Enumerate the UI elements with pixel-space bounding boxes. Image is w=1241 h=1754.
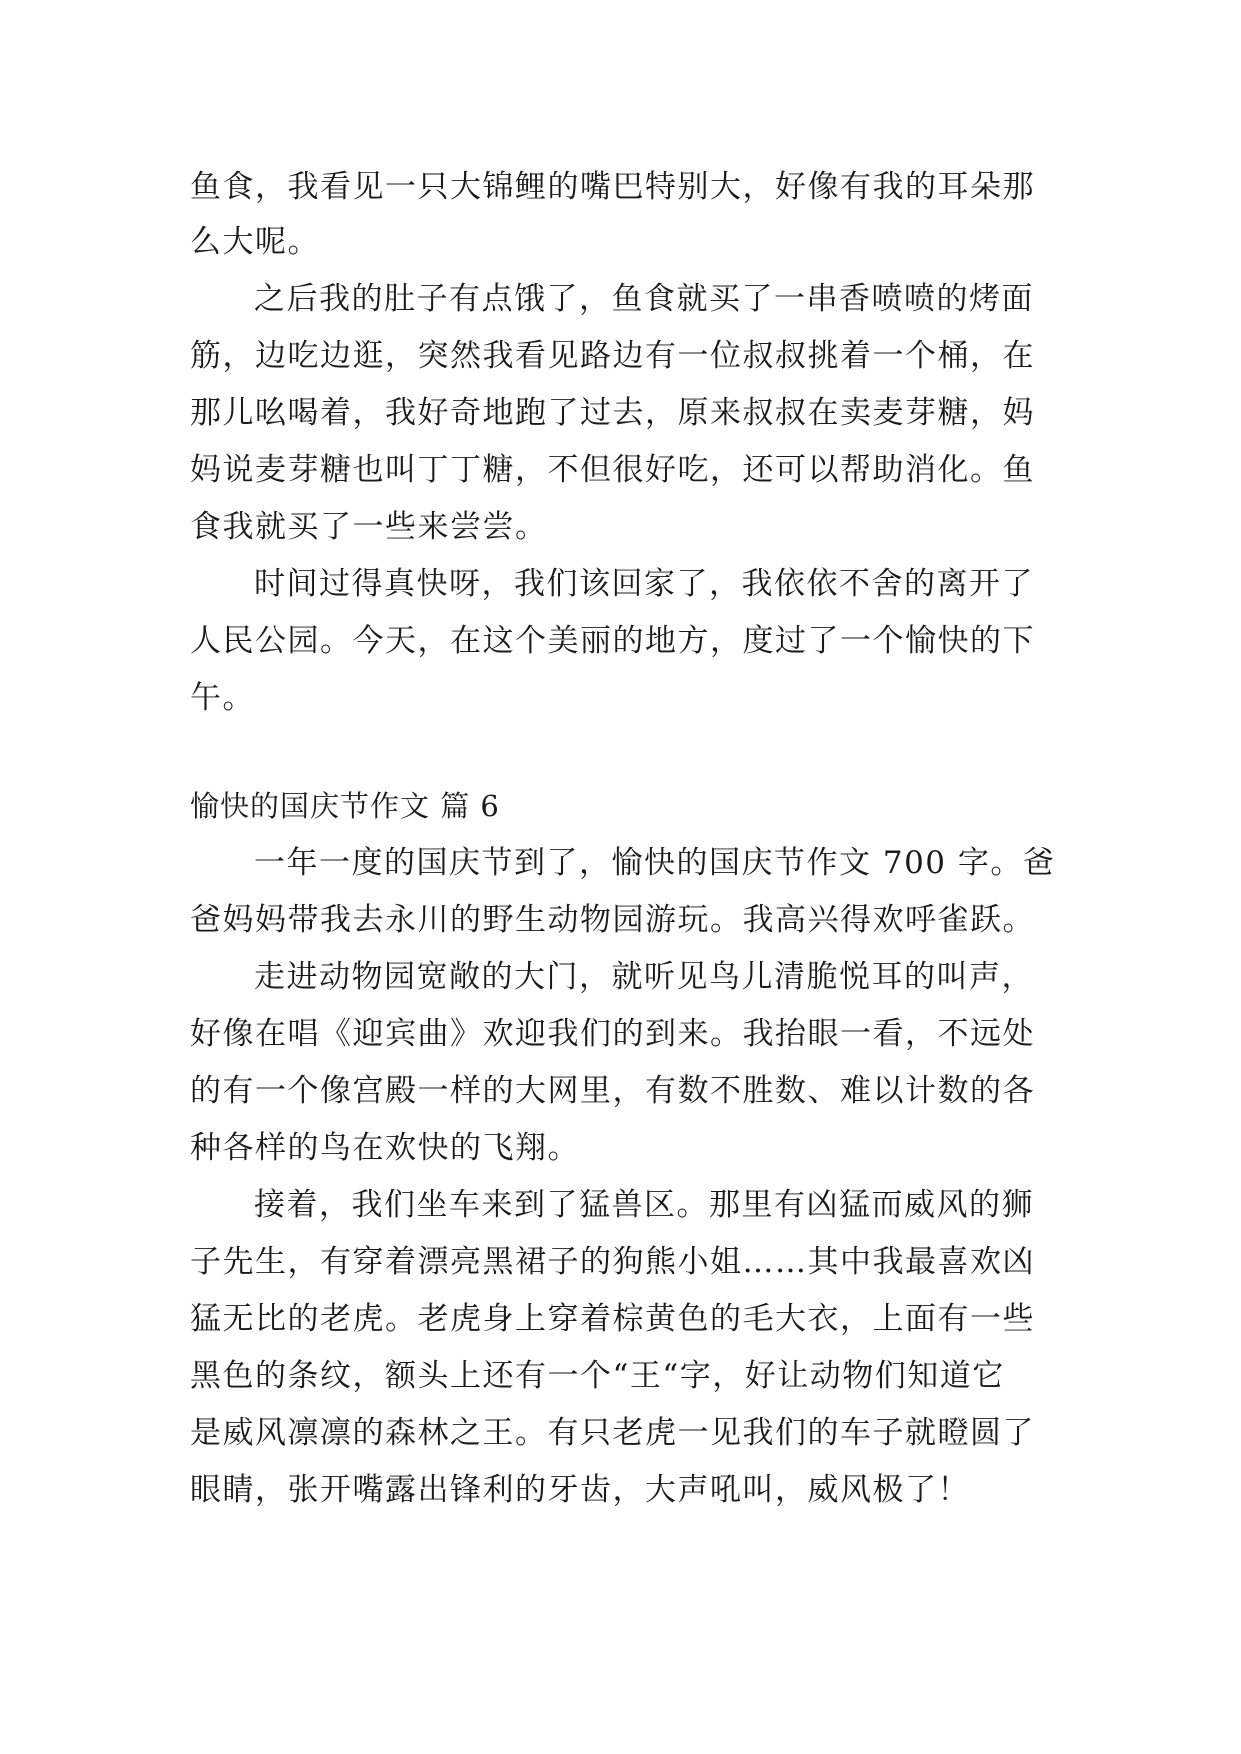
section-heading: 愉快的国庆节作文 篇 6	[190, 789, 500, 823]
text-line: 时间过得真快呀，我们该回家了，我依依不舍的离开了	[254, 566, 1034, 602]
text-line: 么大呢。	[190, 224, 320, 260]
text-line: 鱼食，我看见一只大锦鲤的嘴巴特别大，好像有我的耳朵那	[190, 169, 1035, 205]
text-line: 之后我的肚子有点饿了，鱼食就买了一串香喷喷的烤面	[254, 281, 1034, 317]
text-line: 那儿吆喝着，我好奇地跑了过去，原来叔叔在卖麦芽糖，妈	[190, 395, 1035, 431]
text-line: 午。	[190, 680, 255, 716]
text-line: 接着，我们坐车来到了猛兽区。那里有凶猛而威风的狮	[254, 1187, 1034, 1223]
text-line: 一年一度的国庆节到了，愉快的国庆节作文 700 字。爸	[254, 845, 1056, 881]
text-line: 眼睛，张开嘴露出锋利的牙齿，大声吼叫，威风极了！	[190, 1472, 970, 1508]
text-line: 走进动物园宽敞的大门，就听见鸟儿清脆悦耳的叫声，	[254, 959, 1034, 995]
text-line: 猛无比的老虎。老虎身上穿着棕黄色的毛大衣，上面有一些	[190, 1301, 1035, 1337]
text-line: 种各样的鸟在欢快的飞翔。	[190, 1130, 580, 1166]
text-line: 黑色的条纹，额头上还有一个“王“字，好让动物们知道它	[190, 1358, 1005, 1394]
text-line: 好像在唱《迎宾曲》欢迎我们的到来。我抬眼一看，不远处	[190, 1016, 1035, 1052]
text-line: 的有一个像宫殿一样的大网里，有数不胜数、难以计数的各	[190, 1073, 1035, 1109]
text-line: 是威风凛凛的森林之王。有只老虎一见我们的车子就瞪圆了	[190, 1415, 1035, 1451]
text-line: 人民公园。今天，在这个美丽的地方，度过了一个愉快的下	[190, 623, 1035, 659]
text-line: 食我就买了一些来尝尝。	[190, 509, 548, 545]
text-line: 子先生，有穿着漂亮黑裙子的狗熊小姐……其中我最喜欢凶	[190, 1244, 1035, 1280]
text-line: 筋，边吃边逛，突然我看见路边有一位叔叔挑着一个桶，在	[190, 338, 1035, 374]
text-line: 妈说麦芽糖也叫丁丁糖，不但很好吃，还可以帮助消化。鱼	[190, 452, 1035, 488]
text-line: 爸妈妈带我去永川的野生动物园游玩。我高兴得欢呼雀跃。	[190, 902, 1035, 938]
